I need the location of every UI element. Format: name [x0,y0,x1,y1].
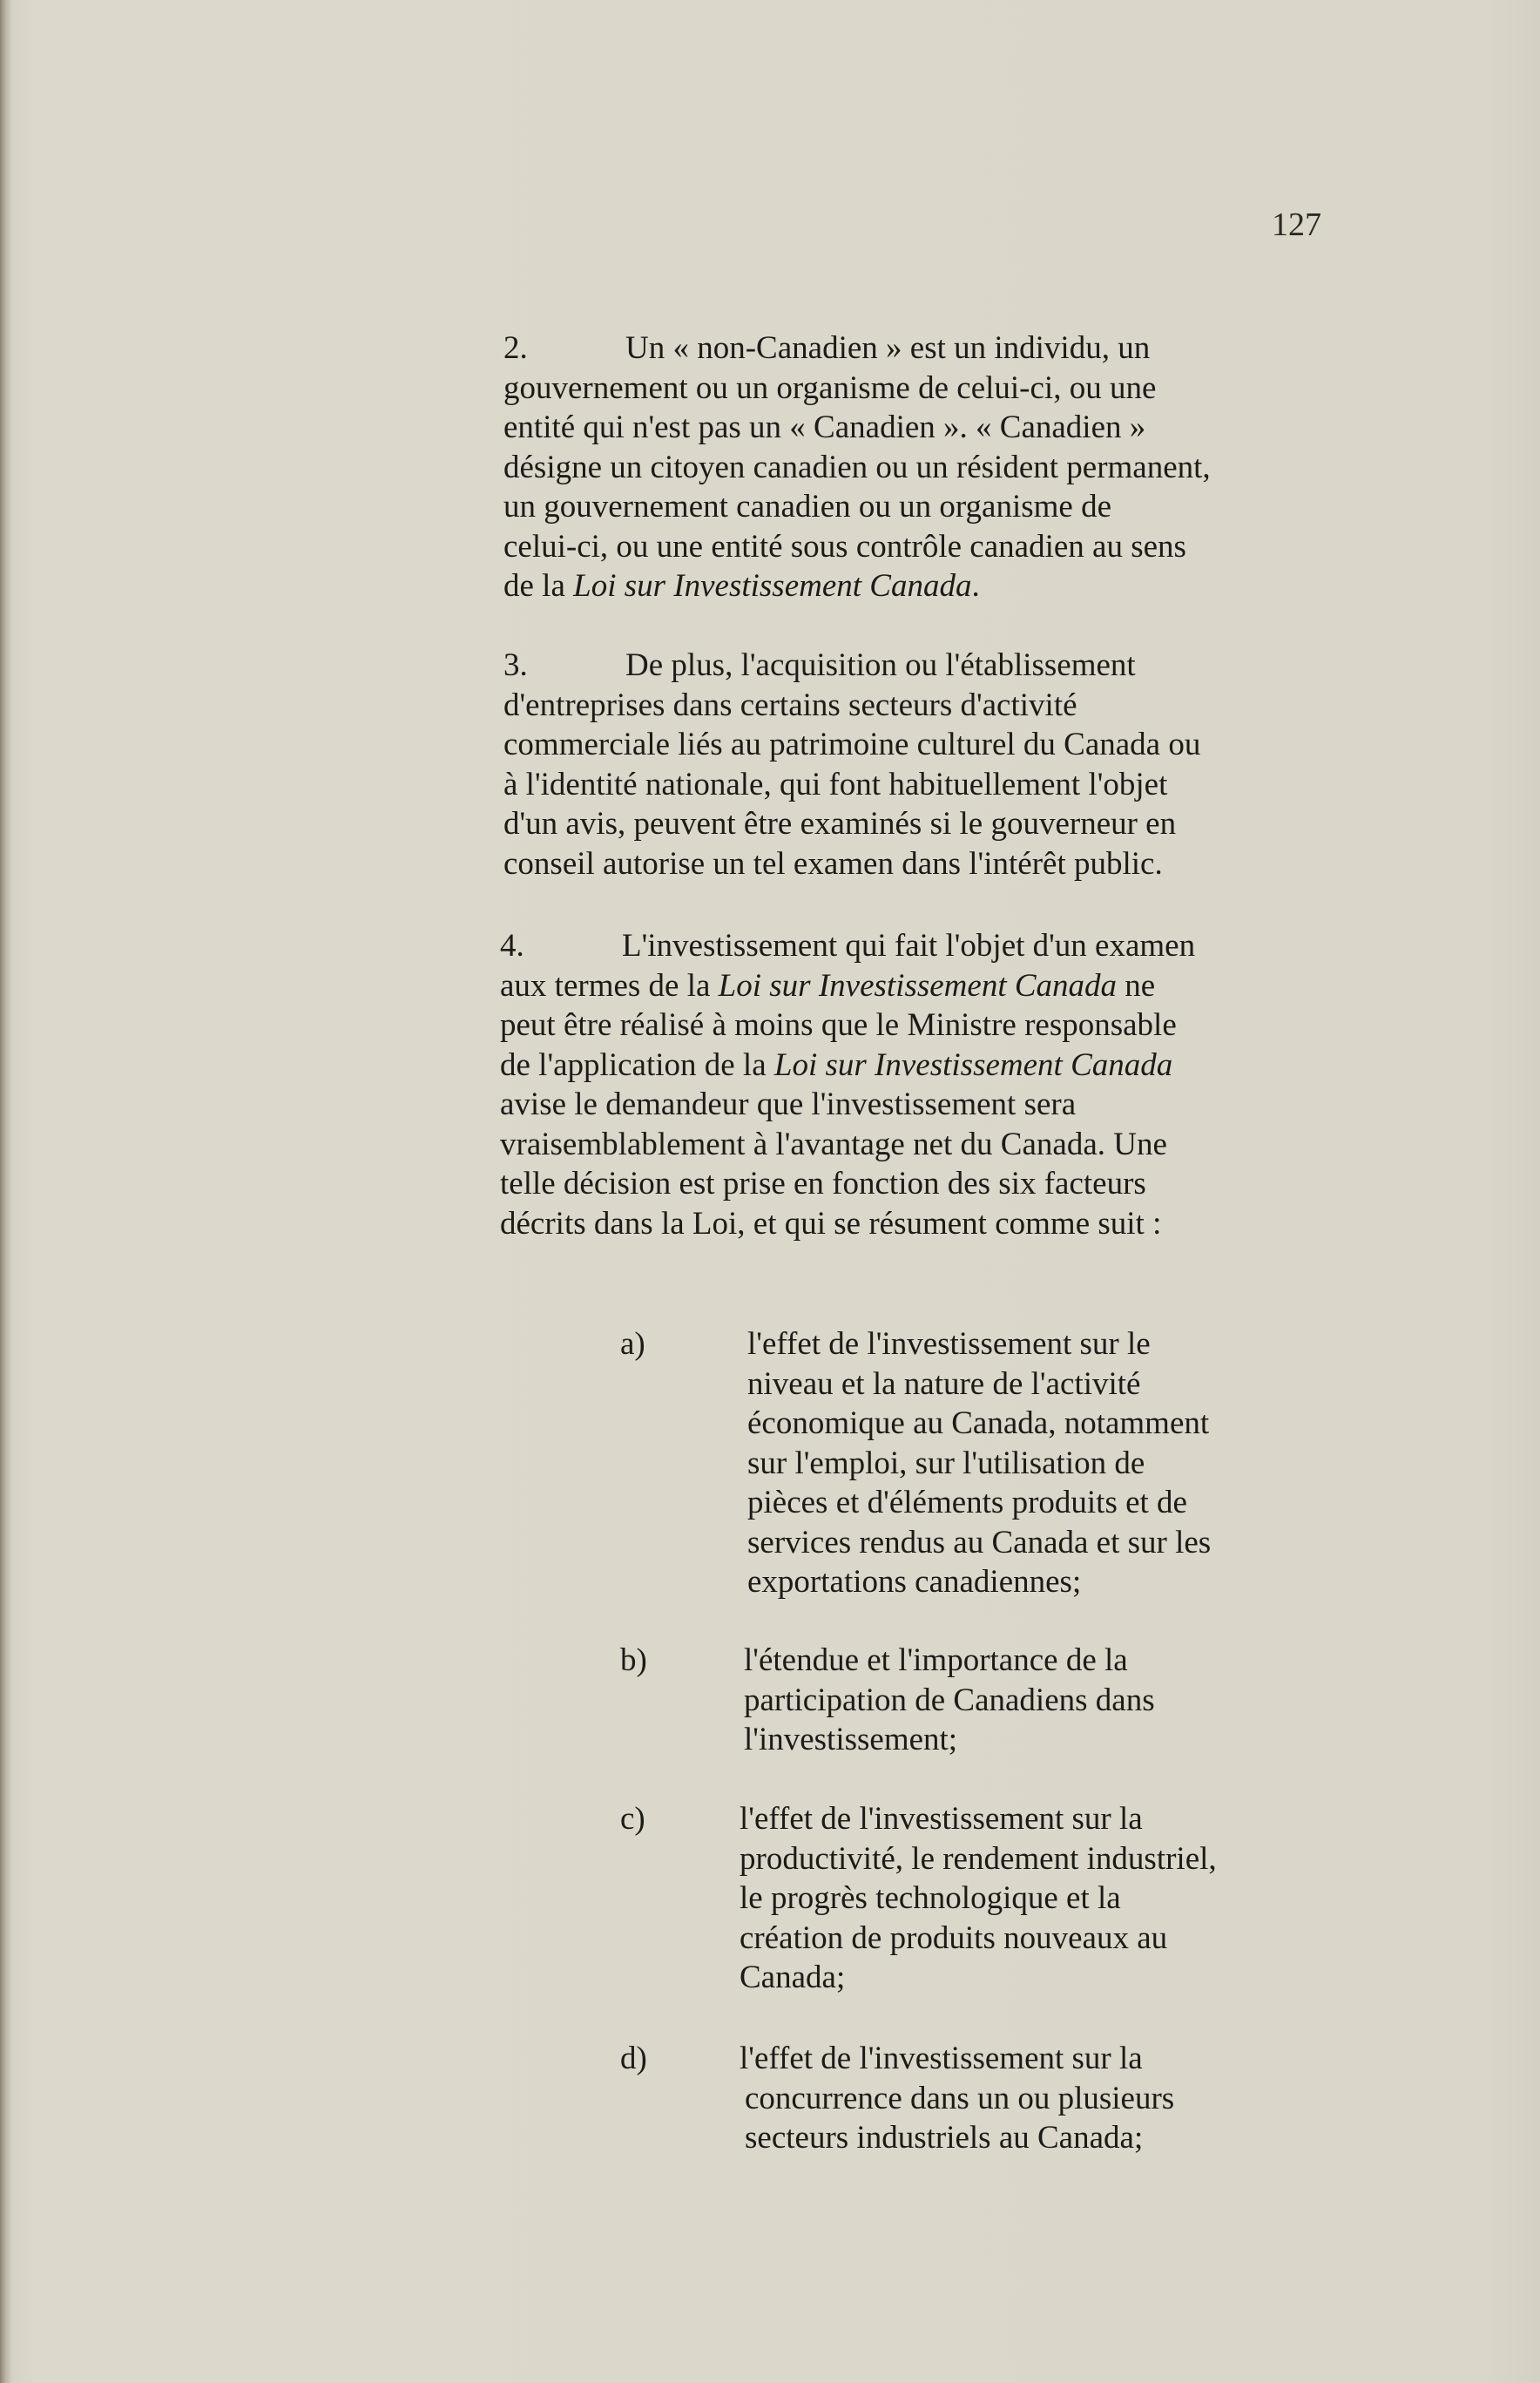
paragraph-line [503,646,1287,686]
list-item-label: c) [620,1801,645,1837]
paragraph-text: De plus, l'acquisition ou l'établissement [625,647,1136,683]
paragraph-number: 2. [503,330,528,366]
paragraph-3 [503,646,1287,883]
list-item-line: productivité, le rendement industriel, [740,1840,1217,1877]
list-item-line: économique au Canada, notamment [747,1405,1210,1441]
paragraph-line: celui-ci, ou une entité sous contrôle canadien au sens [503,528,1186,565]
law-title: Loi sur Investissement Canada [573,568,972,604]
paragraph-line: telle décision est prise en fonction des six facteurs [500,1166,1146,1202]
list-item-line: participation de Canadiens dans [744,1682,1155,1718]
paragraph-text: de l'application de la [500,1046,774,1083]
list-item-label: d) [620,2041,647,2076]
paragraph-text: L'investissement qui fait l'objet d'un examen [622,928,1196,964]
paragraph-4 [500,926,1284,1243]
list-item-line: Canada; [740,1960,846,1995]
paragraph-line [500,1046,1284,1086]
paragraph-line: peut être réalisé à moins que le Ministre responsable [500,1007,1177,1043]
list-item-line: l'effet de l'investissement sur la [740,2041,1143,2076]
paragraph-text: . [971,568,980,604]
law-title: Loi sur Investissement Canada [718,967,1118,1004]
law-title: Loi sur Investissement Canada [773,1046,1173,1083]
paragraph-line: désigne un citoyen canadien ou un résident permanent, [503,449,1211,485]
list-item-line: le progrès technologique et la [740,1880,1121,1916]
list-item-line: services rendus au Canada et sur les [747,1524,1212,1560]
list-item-line: pièces et d'éléments produits et de [747,1485,1187,1520]
paragraph-line: vraisemblablement à l'avantage net du Canada. Une [500,1126,1167,1162]
paragraph-number: 3. [503,647,528,683]
paragraph-line: entité qui n'est pas un « Canadien ». « Canadien » [503,410,1146,445]
list-item-body [744,1641,1354,1760]
list-item-line: secteurs industriels au Canada; [745,2120,1144,2156]
paragraph-line [500,926,1284,966]
paragraph-line: un gouvernement canadien ou un organisme de [503,489,1111,525]
paragraph-text: Un « non-Canadien » est un individu, un [625,330,1151,366]
paragraph-line: décrits dans la Loi, et qui se résument comme suit : [500,1205,1162,1242]
paragraph-line: d'un avis, peuvent être examinés si le gouverneur en [503,806,1177,842]
list-item-line: l'investissement; [744,1722,958,1757]
list-item-body [740,1799,1349,1998]
paragraph-line: conseil autorise un tel examen dans l'intérêt public. [503,845,1163,882]
paragraph-line [503,328,1287,369]
list-item-line: niveau et la nature de l'activité [747,1365,1141,1402]
list-item-label: b) [620,1642,647,1678]
paragraph-line [500,966,1284,1006]
list-item-line: l'étendue et l'importance de la [744,1642,1128,1678]
paragraph-line: à l'identité nationale, qui font habituellement l'objet [503,766,1168,802]
paragraph-line: d'entreprises dans certains secteurs d'activité [503,687,1077,723]
list-item-line: concurrence dans un ou plusieurs [745,2080,1175,2116]
paragraph-line [503,566,1287,606]
paragraph-2 [503,328,1287,606]
paragraph-line: gouvernement ou un organisme de celui-ci, ou une [503,369,1157,406]
list-item-line: exportations canadiennes; [747,1564,1082,1600]
list-item-line: l'effet de l'investissement sur le [747,1326,1151,1362]
list-item-body [740,2039,1349,2158]
paragraph-line: commerciale liés au patrimoine culturel du Canada ou [503,727,1201,762]
list-item-label: a) [620,1326,645,1362]
list-item-line: sur l'emploi, sur l'utilisation de [747,1445,1145,1481]
list-item-line: création de produits nouveaux au [740,1919,1168,1956]
page-number: 127 [1272,206,1321,243]
paragraph-text: de la [503,568,574,604]
paragraph-text: ne [1117,967,1156,1004]
paragraph-number: 4. [500,928,524,964]
paragraph-text: aux termes de la [500,967,719,1004]
list-item-line: l'effet de l'investissement sur la [740,1801,1143,1837]
list-item-body [747,1324,1357,1602]
paragraph-line: avise le demandeur que l'investissement sera [500,1087,1077,1122]
